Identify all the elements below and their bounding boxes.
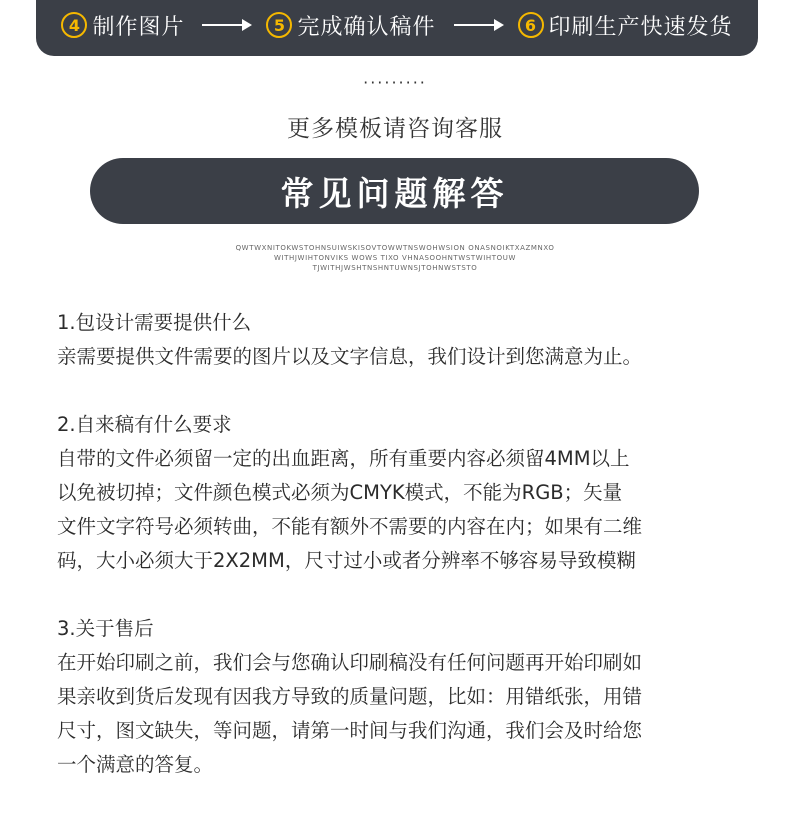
faq-list <box>57 306 757 816</box>
decorative-latin-line: QWTWXNITOKWSTOHNSUIWSKISOVTOWWTNSWOHWSION ONASNOIKTXAZMNXO <box>235 244 555 252</box>
right-arrow-icon <box>454 19 504 31</box>
right-arrow-icon <box>202 19 252 31</box>
faq-answer-line: 果亲收到货后发现有因我方导致的质量问题，比如：用错纸张，用错 <box>57 685 643 708</box>
faq-answer-line: 一个满意的答复。 <box>57 753 214 776</box>
faq-question: 1.包设计需要提供什么 <box>57 311 252 334</box>
step-label: 制作图片 <box>92 14 185 40</box>
faq-item <box>57 306 757 374</box>
process-steps-bar <box>36 0 758 56</box>
faq-title-banner <box>90 158 699 224</box>
faq-answer-line: 亲需要提供文件需要的图片以及文字信息，我们设计到您满意为止。 <box>57 345 643 368</box>
decorative-latin-line: WITHJWIHTONVIKS WOWS TIXO VHNASOOHNTWSTWIHTOUW <box>273 254 517 262</box>
faq-item <box>57 612 757 782</box>
process-step <box>518 10 733 41</box>
faq-question: 2.自来稿有什么要求 <box>57 413 232 436</box>
decorative-latin-text <box>180 243 610 273</box>
step-label: 完成确认稿件 <box>297 14 436 40</box>
faq-answer-line: 以免被切掉；文件颜色模式必须为CMYK模式，不能为RGB；矢量 <box>57 481 623 504</box>
process-step <box>61 10 184 41</box>
decorative-latin-line: TJWITHJWSHTNSHNTUWNSJTOHNWSTSTO <box>312 264 478 272</box>
faq-title: 常见问题解答 <box>280 173 509 213</box>
faq-answer-line: 自带的文件必须留一定的出血距离，所有重要内容必须留4MM以上 <box>57 447 630 470</box>
faq-question: 3.关于售后 <box>57 617 154 640</box>
faq-answer <box>57 340 757 374</box>
step-number-badge: 6 <box>518 12 544 38</box>
faq-item <box>57 408 757 578</box>
faq-answer-line: 码，大小必须大于2X2MM，尺寸过小或者分辨率不够容易导致模糊 <box>57 549 636 572</box>
process-step <box>266 10 435 41</box>
separator-dots: ········· <box>363 73 427 92</box>
step-label: 印刷生产快速发货 <box>548 14 733 40</box>
more-templates-text: 更多模板请咨询客服 <box>287 116 503 142</box>
faq-answer-line: 在开始印刷之前，我们会与您确认印刷稿没有任何问题再开始印刷如 <box>57 651 643 674</box>
step-number-badge: 4 <box>61 12 87 38</box>
faq-answer <box>57 646 757 782</box>
faq-answer-line: 文件文字符号必须转曲，不能有额外不需要的内容在内；如果有二维 <box>57 515 643 538</box>
faq-answer-line: 尺寸，图文缺失，等问题，请第一时间与我们沟通，我们会及时给您 <box>57 719 643 742</box>
step-number-badge: 5 <box>266 12 292 38</box>
faq-answer <box>57 442 757 578</box>
